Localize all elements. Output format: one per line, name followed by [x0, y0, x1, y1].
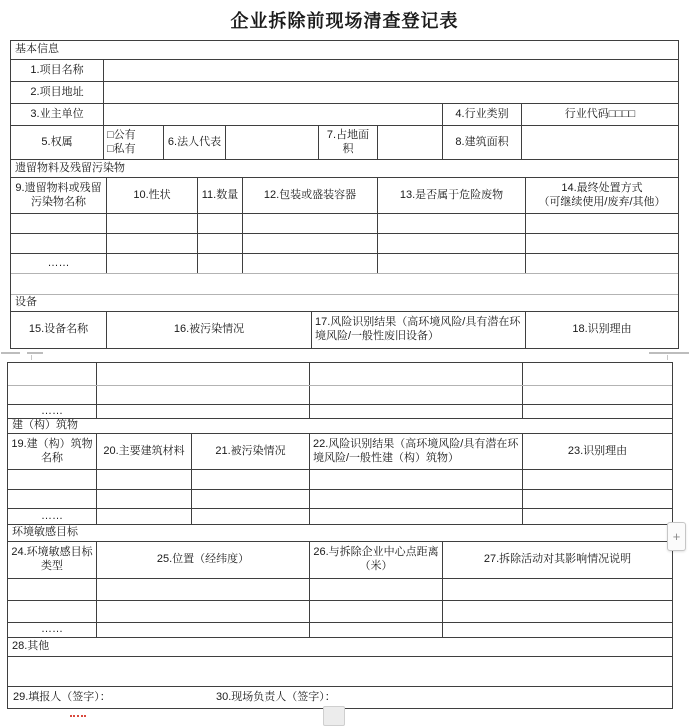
- page-title: 企业拆除前现场清查登记表: [230, 11, 459, 31]
- sensitive-col25-header: 25.位置（经纬度）: [96, 542, 309, 578]
- row-owner-unit: [11, 103, 678, 125]
- section-building: 建（构）筑物: [12, 419, 78, 432]
- materials-qty-input[interactable]: [197, 234, 242, 253]
- materials-qty-input[interactable]: [197, 214, 242, 233]
- project-name-label: 1.项目名称: [30, 63, 84, 76]
- sensitive-location-input[interactable]: [96, 601, 309, 622]
- filler-signature-label: 29.填报人（签字）：: [13, 690, 111, 703]
- materials-col14-line2: （可继续使用/废弃/其他）: [538, 195, 666, 208]
- building-ellipsis-row: [8, 508, 672, 524]
- industry-code-input[interactable]: 行业代码□□□□: [521, 104, 678, 125]
- building-header-row: [8, 433, 672, 469]
- row-project-address: [11, 81, 678, 103]
- scroll-handle[interactable]: [323, 706, 345, 726]
- building-reason-input[interactable]: [522, 490, 672, 508]
- legal-rep-input[interactable]: [225, 126, 318, 159]
- materials-col11-header: 11.数量: [197, 178, 242, 213]
- materials-property-input[interactable]: [106, 234, 197, 253]
- page-break-dash: [649, 352, 689, 354]
- equipment-reason-input[interactable]: [522, 405, 672, 418]
- building-data-row: [8, 469, 672, 489]
- section-row-sensitive: [8, 524, 672, 541]
- section-sensitive: 环境敏感目标: [12, 526, 78, 539]
- signature-row: [8, 686, 672, 708]
- materials-container-input[interactable]: [242, 214, 377, 233]
- materials-qty-input[interactable]: [197, 254, 242, 273]
- materials-disposal-input[interactable]: [525, 254, 678, 273]
- building-pollution-input[interactable]: [191, 509, 309, 524]
- equipment-name-input[interactable]: [8, 386, 96, 404]
- equipment-data-row: [8, 385, 672, 404]
- section-other: 28.其他: [12, 640, 50, 653]
- sensitive-type-input[interactable]: [8, 579, 96, 600]
- page-break-dash: [27, 352, 43, 354]
- building-risk-input[interactable]: [309, 509, 522, 524]
- sensitive-distance-input[interactable]: [309, 601, 442, 622]
- equipment-risk-input[interactable]: [309, 386, 522, 404]
- materials-container-input[interactable]: [242, 234, 377, 253]
- sensitive-impact-input[interactable]: [442, 579, 672, 600]
- other-input-row: [8, 656, 672, 686]
- legal-rep-label: 6.法人代表: [163, 126, 225, 159]
- section-equipment: 设备: [15, 296, 37, 309]
- sensitive-location-input[interactable]: [96, 579, 309, 600]
- sensitive-location-input[interactable]: [96, 623, 309, 637]
- materials-property-input[interactable]: [106, 214, 197, 233]
- section-row-building: [8, 418, 672, 433]
- materials-col14-line1: 14.最终处置方式: [561, 181, 643, 194]
- equipment-col15-header: 15.设备名称: [28, 323, 89, 336]
- ownership-options: [103, 126, 163, 159]
- equipment-ellipsis-cell[interactable]: ……: [41, 405, 63, 417]
- materials-col10-header: 10.性状: [106, 178, 197, 213]
- equipment-ellipsis-row: [8, 404, 672, 418]
- sensitive-type-input[interactable]: [8, 601, 96, 622]
- sensitive-impact-input[interactable]: [442, 623, 672, 637]
- building-col22-header: 22.风险识别结果（高环境风险/具有潜在环境风险/一般性建（构）筑物）: [309, 434, 522, 469]
- materials-name-input[interactable]: [11, 214, 106, 233]
- checkbox-public-option[interactable]: □公有: [107, 128, 136, 141]
- industry-category-label: 4.行业类别: [442, 104, 521, 125]
- equipment-risk-input[interactable]: [309, 363, 522, 385]
- section-materials: 遗留物料及残留污染物: [15, 161, 125, 174]
- equipment-header-row: [11, 311, 678, 348]
- materials-name-input[interactable]: [11, 234, 106, 253]
- section-row-other: [8, 637, 672, 656]
- materials-col12-header: 12.包装或盛装容器: [242, 178, 377, 213]
- site-manager-signature-label: 30.现场负责人（签字）：: [216, 690, 336, 703]
- building-pollution-input[interactable]: [191, 490, 309, 508]
- building-pollution-input[interactable]: [191, 470, 309, 489]
- section-basic-info: 基本信息: [15, 43, 59, 56]
- sensitive-col26-header: 26.与拆除企业中心点距离（米）: [309, 542, 442, 578]
- equipment-pollution-input[interactable]: [96, 405, 309, 418]
- building-risk-input[interactable]: [309, 470, 522, 489]
- equipment-pollution-input[interactable]: [96, 386, 309, 404]
- building-data-row: [8, 489, 672, 508]
- land-area-label: 7.占地面积: [318, 126, 377, 159]
- sensitive-col27-header: 27.拆除活动对其影响情况说明: [442, 542, 672, 578]
- project-name-input[interactable]: [103, 60, 678, 81]
- section-row-basic: [11, 41, 678, 59]
- sensitive-ellipsis-row: [8, 622, 672, 637]
- materials-hazard-input[interactable]: [377, 234, 525, 253]
- checkbox-private-option[interactable]: □私有: [107, 142, 136, 155]
- materials-disposal-input[interactable]: [525, 234, 678, 253]
- building-reason-input[interactable]: [522, 470, 672, 489]
- building-col19-header: 19.建（构）筑物名称: [11, 437, 93, 464]
- land-area-input[interactable]: [377, 126, 442, 159]
- equipment-col18-header: 18.识别理由: [525, 312, 678, 348]
- materials-header-row: [11, 177, 678, 213]
- building-reason-input[interactable]: [522, 509, 672, 524]
- equipment-col16-header: 16.被污染情况: [106, 312, 311, 348]
- page-break-dash: [1, 352, 20, 354]
- building-material-input[interactable]: [96, 509, 191, 524]
- sensitive-data-row: [8, 578, 672, 600]
- building-material-input[interactable]: [96, 470, 191, 489]
- equipment-data-row: [8, 363, 672, 385]
- sensitive-header-row: [8, 541, 672, 578]
- materials-ellipsis-cell[interactable]: ……: [47, 256, 70, 269]
- materials-hazard-input[interactable]: [377, 254, 525, 273]
- sensitive-distance-input[interactable]: [309, 623, 442, 637]
- building-col23-header: 23.识别理由: [522, 434, 672, 469]
- spellcheck-underline: [70, 715, 86, 717]
- building-name-input[interactable]: [8, 490, 96, 508]
- signature-cell[interactable]: [8, 687, 672, 708]
- materials-data-row: [11, 213, 678, 233]
- owner-unit-label: 3.业主单位: [30, 107, 84, 120]
- equipment-col17-header: 17.风险识别结果（高环境风险/具有潜在环境风险/一般性废旧设备）: [311, 312, 525, 348]
- equipment-name-input[interactable]: [8, 363, 96, 385]
- building-area-input[interactable]: [521, 126, 678, 159]
- blank-row-cell[interactable]: [11, 274, 678, 294]
- building-area-label: 8.建筑面积: [442, 126, 521, 159]
- materials-col9-header: 9.遗留物料或残留污染物名称: [15, 181, 102, 208]
- sensitive-impact-input[interactable]: [442, 601, 672, 622]
- project-address-input[interactable]: [103, 82, 678, 103]
- equipment-reason-input[interactable]: [522, 363, 672, 385]
- materials-ellipsis-row: [11, 253, 678, 273]
- margin-crop-mark: [31, 355, 32, 360]
- materials-col14-header: [525, 178, 678, 213]
- sensitive-distance-input[interactable]: [309, 579, 442, 600]
- materials-property-input[interactable]: [106, 254, 197, 273]
- section-row-materials: [11, 159, 678, 177]
- equipment-reason-input[interactable]: [522, 386, 672, 404]
- form-table-page2: [7, 362, 673, 709]
- building-material-input[interactable]: [96, 490, 191, 508]
- owner-unit-input[interactable]: [103, 104, 442, 125]
- sensitive-data-row: [8, 600, 672, 622]
- materials-container-input[interactable]: [242, 254, 377, 273]
- building-ellipsis-cell[interactable]: ……: [41, 509, 63, 522]
- materials-hazard-input[interactable]: [377, 214, 525, 233]
- other-input-cell[interactable]: [8, 657, 672, 686]
- section-row-equipment: [11, 294, 678, 311]
- project-address-label: 2.项目地址: [30, 85, 84, 98]
- materials-data-row: [11, 233, 678, 253]
- row-ownership: [11, 125, 678, 159]
- materials-disposal-input[interactable]: [525, 214, 678, 233]
- sensitive-col24-header: 24.环境敏感目标类型: [11, 546, 93, 572]
- add-row-button[interactable]: +: [667, 522, 686, 551]
- materials-col13-header: 13.是否属于危险废物: [377, 178, 525, 213]
- margin-crop-mark: [667, 355, 668, 360]
- building-col21-header: 21.被污染情况: [191, 434, 309, 469]
- row-project-name: [11, 59, 678, 81]
- building-risk-input[interactable]: [309, 490, 522, 508]
- form-table-page1: [10, 40, 679, 349]
- building-name-input[interactable]: [8, 470, 96, 489]
- blank-spacer-row: [11, 273, 678, 294]
- equipment-risk-input[interactable]: [309, 405, 522, 418]
- building-col20-header: 20.主要建筑材料: [96, 434, 191, 469]
- sensitive-ellipsis-cell[interactable]: ……: [41, 623, 63, 636]
- equipment-pollution-input[interactable]: [96, 363, 309, 385]
- ownership-label: 5.权属: [41, 135, 73, 148]
